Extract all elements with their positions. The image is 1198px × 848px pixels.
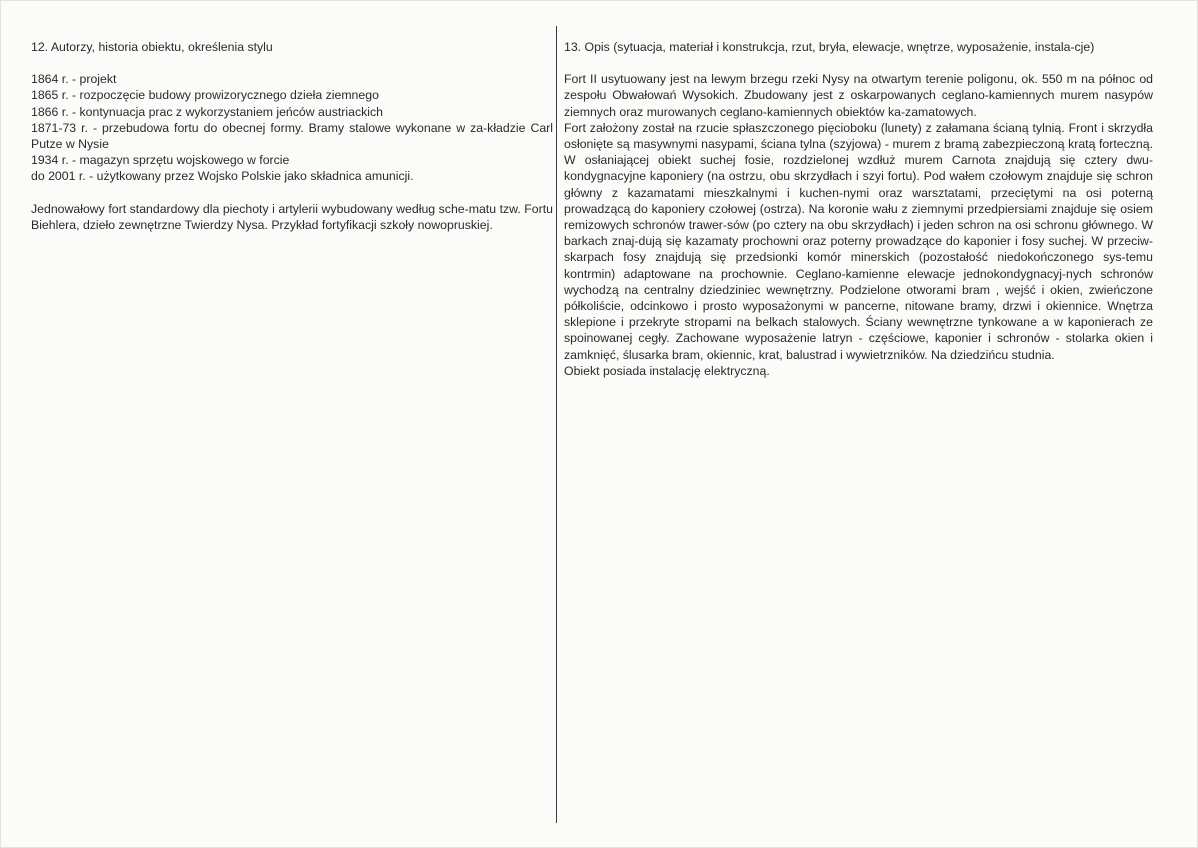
history-entry: 1934 r. - magazyn sprzętu wojskowego w forcie: [31, 153, 290, 168]
history-entry: 1871-73 r. - przebudowa fortu do obecnej formy. Bramy stalowe wykonane w za-kładzie Carl Putze w Nysie: [31, 120, 557, 152]
history-list: [31, 71, 557, 184]
history-entry: 1864 r. - projekt: [31, 72, 117, 87]
section-13-heading: 13. Opis (sytuacja, materiał i konstrukcja, rzut, bryła, elewacje, wnętrze, wyposażenie, instala-cje): [564, 40, 1095, 54]
description-paragraph: Obiekt posiada instalację elektryczną.: [564, 363, 770, 378]
column-divider: [556, 26, 557, 823]
history-entry: do 2001 r. - użytkowany przez Wojsko Polskie jako składnica amunicji.: [31, 169, 414, 184]
description-paragraph: Fort II usytuowany jest na lewym brzegu rzeki Nysy na otwartym terenie poligonu, ok. 550 m na północ od zespołu Obwałowań Wysokich. Zbudowany jest z oskarpowanych ceglano-kamiennych murem nasypów ziemnych oraz murowanych ceglano-kamiennych obiektów ka-zamatowych.: [564, 72, 1153, 119]
style-description: Jednowałowy fort standardowy dla piechoty i artylerii wybudowany według sche-matu tzw. Fortu Biehlera, dzieło zewnętrzne Twierdzy Nysa. Przykład fortyfikacji szkoły nowopruskiej.: [31, 201, 553, 232]
history-entry: 1865 r. - rozpoczęcie budowy prowizorycznego dzieła ziemnego: [31, 88, 379, 103]
description-paragraph: Fort założony został na rzucie spłaszczonego pięcioboku (lunety) z załamana ścianą tylnią. Front i skrzydła osłonięte są masywnymi nasypami, ściana tylna (szyjowa) - murem z bramą zabezpieczoną kratą forteczną. W osłaniającej obiekt suchej fosie, rozdzielonej wzdłuż murem Carnota znajdują się cztery dwu-kondygnacyjne kaponiery (na ostrzu, obu skrzydłach i szyi fortu). Pod wałem czołowym znajduje się schron główny z kazamatami mieszkalnymi i kuchen-nymi oraz warsztatami, przeciętymi na osi poterną prowadzącą do kaponiery czołowej (ostrza). Na koronie wału z ziemnymi przedpiersiami znajduje się osiem remizowych schronów trawer-sów (po cztery na obu skrzydłach) i jeden schron na osi schronu głównego. W barkach znaj-dują się kazamaty prochowni oraz poterny prowadzące do kaponier i fosy suchej. W przeciw-skarpach fosy znajdują się przedsionki komór minerskich (pozostałość niedokończonego sys-temu kontrmin) adaptowane na prochownie. Ceglano-kamienne elewacje jednokondygnacyj-nych schronów wychodzą na centralny dziedziniec wewnętrzny. Podzielone otworami bram , wejść i okien, zwieńczone półkoliście, odcinkowo i prosto wyposażonymi w pancerne, nitowane bramy, drzwi i okiennice. Wnętrza sklepione i przekryte stropami na belkach stalowych. Ściany wewnętrzne tynkowane a w kaponierach ze spoinowanej cegły. Zachowane wyposażenie latryn - częściowe, kaponier i schronów - stolarka okien i zamknięć, ślusarka bram, okiennic, krat, balustrad i wywietrzników. Na dziedzińcu studnia.: [564, 120, 1153, 362]
section-13: [564, 39, 1153, 379]
history-entry: 1866 r. - kontynuacja prac z wykorzystaniem jeńców austriackich: [31, 104, 383, 119]
section-12: [31, 39, 557, 233]
section-12-heading: 12. Autorzy, historia obiektu, określenia stylu: [31, 40, 273, 54]
